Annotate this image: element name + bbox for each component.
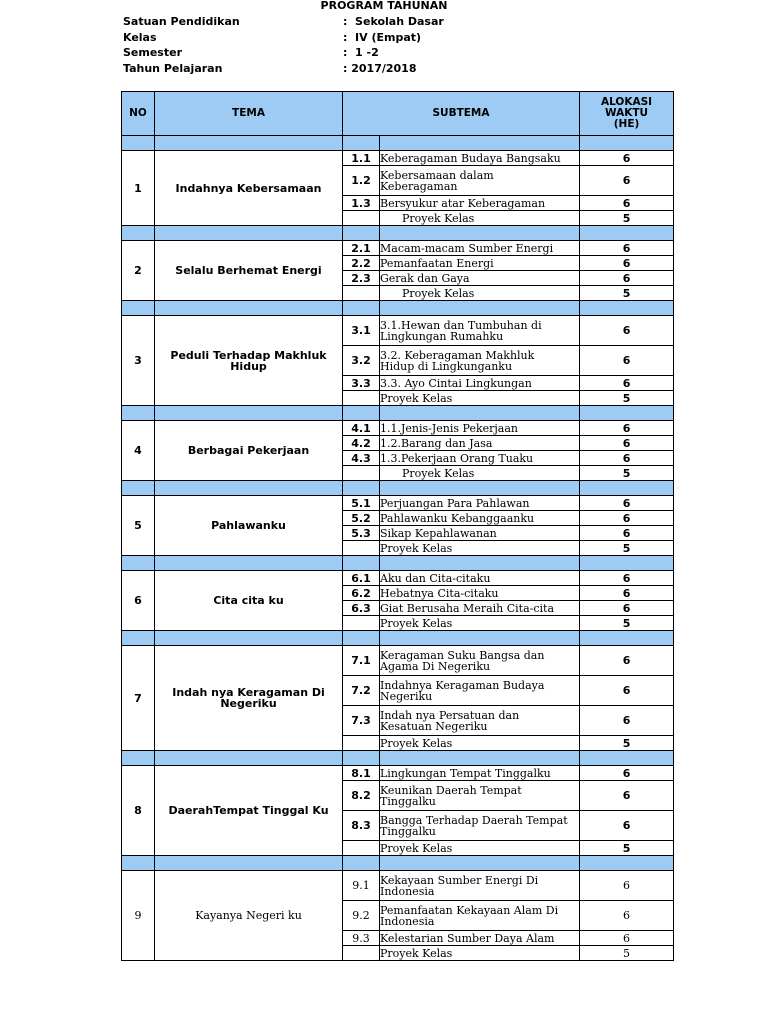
time-allocation: 5 [580, 391, 674, 406]
theme-title: Peduli Terhadap Makhluk Hidup [155, 316, 343, 406]
separator-cell [155, 301, 343, 316]
theme-title: Berbagai Pekerjaan [155, 421, 343, 481]
subtheme-title: Proyek Kelas [380, 211, 580, 226]
separator-cell [580, 136, 674, 151]
separator-cell [343, 631, 380, 646]
separator-cell [380, 751, 580, 766]
separator-cell [155, 481, 343, 496]
table-row [122, 316, 674, 346]
time-allocation: 5 [580, 286, 674, 301]
theme-number: 1 [122, 151, 155, 226]
subtheme-title: Giat Berusaha Meraih Cita-cita [380, 601, 580, 616]
separator-cell [380, 631, 580, 646]
header-no: NO [122, 92, 155, 136]
subtheme-number: 5.1 [343, 496, 380, 511]
separator-cell [122, 481, 155, 496]
subtheme-title: Proyek Kelas [380, 736, 580, 751]
meta-label: Kelas [123, 30, 157, 44]
subtheme-number [343, 286, 380, 301]
separator-cell [122, 856, 155, 871]
subtheme-title: Keberagaman Budaya Bangsaku [380, 151, 580, 166]
time-allocation: 6 [580, 811, 674, 841]
separator-cell [580, 751, 674, 766]
time-allocation: 6 [580, 571, 674, 586]
separator-cell [580, 556, 674, 571]
subtheme-title: Proyek Kelas [380, 946, 580, 961]
separator-cell [343, 751, 380, 766]
meta-row-kelas [123, 30, 444, 46]
separator-row [122, 406, 674, 421]
time-allocation: 6 [580, 346, 674, 376]
subtheme-number: 6.3 [343, 601, 380, 616]
separator-row [122, 856, 674, 871]
separator-cell [343, 481, 380, 496]
theme-number: 2 [122, 241, 155, 301]
subtheme-title: Kekayaan Sumber Energi Di Indonesia [380, 871, 580, 901]
theme-title: Indah nya Keragaman Di Negeriku [155, 646, 343, 751]
subtheme-number [343, 391, 380, 406]
subtheme-number [343, 841, 380, 856]
time-allocation: 6 [580, 526, 674, 541]
theme-title: DaerahTempat Tinggal Ku [155, 766, 343, 856]
theme-number: 3 [122, 316, 155, 406]
subtheme-title: Keragaman Suku Bangsa dan Agama Di Negeriku [380, 646, 580, 676]
subtheme-number: 1.2 [343, 166, 380, 196]
separator-row [122, 136, 674, 151]
time-allocation: 5 [580, 211, 674, 226]
document-meta [123, 14, 444, 76]
separator-cell [580, 631, 674, 646]
separator-cell [122, 631, 155, 646]
subtheme-title: Indahnya Keragaman Budaya Negeriku [380, 676, 580, 706]
subtheme-number [343, 946, 380, 961]
separator-cell [380, 406, 580, 421]
subtheme-number: 1.3 [343, 196, 380, 211]
meta-label: Satuan Pendidikan [123, 15, 240, 28]
subtheme-title: Proyek Kelas [380, 841, 580, 856]
theme-number: 6 [122, 571, 155, 631]
time-allocation: 5 [580, 946, 674, 961]
subtheme-number: 8.2 [343, 781, 380, 811]
subtheme-number: 6.2 [343, 586, 380, 601]
subtheme-number: 9.1 [343, 871, 380, 901]
table-row [122, 496, 674, 511]
theme-number: 8 [122, 766, 155, 856]
subtheme-title: 1.2.Barang dan Jasa [380, 436, 580, 451]
separator-cell [380, 856, 580, 871]
subtheme-number: 2.2 [343, 256, 380, 271]
meta-value: : 2017/2018 [343, 61, 417, 75]
time-allocation: 6 [580, 931, 674, 946]
subtheme-title: Macam-macam Sumber Energi [380, 241, 580, 256]
separator-cell [580, 406, 674, 421]
time-allocation: 5 [580, 541, 674, 556]
subtheme-number [343, 211, 380, 226]
theme-title: Cita cita ku [155, 571, 343, 631]
table-row [122, 241, 674, 256]
separator-cell [580, 301, 674, 316]
separator-cell [122, 301, 155, 316]
meta-value: : IV (Empat) [343, 30, 422, 44]
header-alokasi: ALOKASI WAKTU (HE) [580, 92, 674, 136]
separator-row [122, 631, 674, 646]
separator-cell [343, 556, 380, 571]
time-allocation: 5 [580, 466, 674, 481]
separator-row [122, 751, 674, 766]
subtheme-title: Indah nya Persatuan dan Kesatuan Negeriku [380, 706, 580, 736]
time-allocation: 6 [580, 421, 674, 436]
subtheme-number: 4.3 [343, 451, 380, 466]
header-tema: TEMA [155, 92, 343, 136]
separator-cell [155, 136, 343, 151]
meta-value: : Sekolah Dasar [343, 15, 444, 28]
subtheme-number: 6.1 [343, 571, 380, 586]
time-allocation: 6 [580, 601, 674, 616]
separator-cell [580, 856, 674, 871]
subtheme-number: 8.3 [343, 811, 380, 841]
theme-title: Selalu Berhemat Energi [155, 241, 343, 301]
subtheme-title: Lingkungan Tempat Tinggalku [380, 766, 580, 781]
time-allocation: 5 [580, 736, 674, 751]
subtheme-number: 1.1 [343, 151, 380, 166]
subtheme-title: Proyek Kelas [380, 391, 580, 406]
time-allocation: 6 [580, 451, 674, 466]
table-header-row [122, 92, 674, 136]
theme-number: 4 [122, 421, 155, 481]
subtheme-title: 3.3. Ayo Cintai Lingkungan [380, 376, 580, 391]
separator-cell [122, 406, 155, 421]
separator-cell [155, 556, 343, 571]
meta-row-tahun [123, 61, 444, 77]
subtheme-number: 7.2 [343, 676, 380, 706]
separator-cell [343, 226, 380, 241]
meta-value: : 1 -2 [343, 46, 379, 59]
time-allocation: 5 [580, 616, 674, 631]
subtheme-number [343, 466, 380, 481]
separator-cell [380, 136, 580, 151]
time-allocation: 5 [580, 841, 674, 856]
theme-title: Pahlawanku [155, 496, 343, 556]
subtheme-title: Proyek Kelas [380, 466, 580, 481]
separator-cell [380, 481, 580, 496]
time-allocation: 6 [580, 166, 674, 196]
subtheme-title: 3.2. Keberagaman Makhluk Hidup di Lingkunganku [380, 346, 580, 376]
subtheme-title: Bersyukur atar Keberagaman [380, 196, 580, 211]
time-allocation: 6 [580, 436, 674, 451]
subtheme-title: 1.3.Pekerjaan Orang Tuaku [380, 451, 580, 466]
theme-number: 5 [122, 496, 155, 556]
subtheme-title: 1.1.Jenis-Jenis Pekerjaan [380, 421, 580, 436]
separator-row [122, 556, 674, 571]
time-allocation: 6 [580, 151, 674, 166]
separator-cell [122, 556, 155, 571]
time-allocation: 6 [580, 586, 674, 601]
subtheme-title: Hebatnya Cita-citaku [380, 586, 580, 601]
subtheme-number: 2.3 [343, 271, 380, 286]
separator-cell [343, 856, 380, 871]
separator-cell [122, 751, 155, 766]
separator-cell [580, 481, 674, 496]
meta-row-satuan [123, 14, 444, 30]
meta-row-semester [123, 45, 444, 61]
theme-title: Kayanya Negeri ku [155, 871, 343, 961]
separator-cell [380, 226, 580, 241]
subtheme-title: Proyek Kelas [380, 616, 580, 631]
time-allocation: 6 [580, 196, 674, 211]
separator-cell [343, 406, 380, 421]
theme-title: Indahnya Kebersamaan [155, 151, 343, 226]
separator-cell [155, 856, 343, 871]
meta-label: Tahun Pelajaran [123, 61, 223, 75]
table-row [122, 151, 674, 166]
time-allocation: 6 [580, 241, 674, 256]
subtheme-number [343, 541, 380, 556]
subtheme-title: Pemanfaatan Kekayaan Alam Di Indonesia [380, 901, 580, 931]
time-allocation: 6 [580, 646, 674, 676]
header-subtema: SUBTEMA [343, 92, 580, 136]
time-allocation: 6 [580, 511, 674, 526]
time-allocation: 6 [580, 676, 674, 706]
time-allocation: 6 [580, 706, 674, 736]
time-allocation: 6 [580, 256, 674, 271]
time-allocation: 6 [580, 376, 674, 391]
separator-cell [155, 406, 343, 421]
subtheme-title: Pahlawanku Kebanggaanku [380, 511, 580, 526]
subtheme-title: 3.1.Hewan dan Tumbuhan di Lingkungan Rumahku [380, 316, 580, 346]
subtheme-number: 5.2 [343, 511, 380, 526]
subtheme-title: Pemanfaatan Energi [380, 256, 580, 271]
separator-cell [155, 751, 343, 766]
page-title: PROGRAM TAHUNAN [320, 0, 448, 12]
subtheme-title: Kelestarian Sumber Daya Alam [380, 931, 580, 946]
theme-number: 9 [122, 871, 155, 961]
subtheme-number: 4.2 [343, 436, 380, 451]
subtheme-title: Aku dan Cita-citaku [380, 571, 580, 586]
theme-number: 7 [122, 646, 155, 751]
separator-cell [343, 136, 380, 151]
separator-cell [380, 556, 580, 571]
table-row [122, 421, 674, 436]
separator-row [122, 226, 674, 241]
table-row [122, 766, 674, 781]
subtheme-number: 3.2 [343, 346, 380, 376]
table-row [122, 871, 674, 901]
meta-label: Semester [123, 46, 182, 59]
table-row [122, 646, 674, 676]
separator-cell [343, 301, 380, 316]
subtheme-number: 5.3 [343, 526, 380, 541]
separator-row [122, 481, 674, 496]
subtheme-number [343, 736, 380, 751]
subtheme-number: 7.3 [343, 706, 380, 736]
subtheme-number: 3.1 [343, 316, 380, 346]
subtheme-number: 4.1 [343, 421, 380, 436]
subtheme-number: 7.1 [343, 646, 380, 676]
subtheme-title: Gerak dan Gaya [380, 271, 580, 286]
separator-cell [122, 226, 155, 241]
subtheme-number: 9.2 [343, 901, 380, 931]
separator-cell [155, 226, 343, 241]
subtheme-title: Bangga Terhadap Daerah Tempat Tinggalku [380, 811, 580, 841]
time-allocation: 6 [580, 766, 674, 781]
separator-row [122, 301, 674, 316]
subtheme-number: 8.1 [343, 766, 380, 781]
separator-cell [580, 226, 674, 241]
table-row [122, 571, 674, 586]
time-allocation: 6 [580, 271, 674, 286]
separator-cell [122, 136, 155, 151]
time-allocation: 6 [580, 496, 674, 511]
time-allocation: 6 [580, 871, 674, 901]
subtheme-number: 3.3 [343, 376, 380, 391]
subtheme-title: Keunikan Daerah Tempat Tinggalku [380, 781, 580, 811]
subtheme-title: Kebersamaan dalam Keberagaman [380, 166, 580, 196]
time-allocation: 6 [580, 781, 674, 811]
program-table [121, 91, 674, 961]
separator-cell [155, 631, 343, 646]
subtheme-number: 2.1 [343, 241, 380, 256]
subtheme-number: 9.3 [343, 931, 380, 946]
separator-cell [380, 301, 580, 316]
time-allocation: 6 [580, 316, 674, 346]
time-allocation: 6 [580, 901, 674, 931]
subtheme-title: Proyek Kelas [380, 286, 580, 301]
subtheme-title: Proyek Kelas [380, 541, 580, 556]
subtheme-number [343, 616, 380, 631]
subtheme-title: Sikap Kepahlawanan [380, 526, 580, 541]
subtheme-title: Perjuangan Para Pahlawan [380, 496, 580, 511]
